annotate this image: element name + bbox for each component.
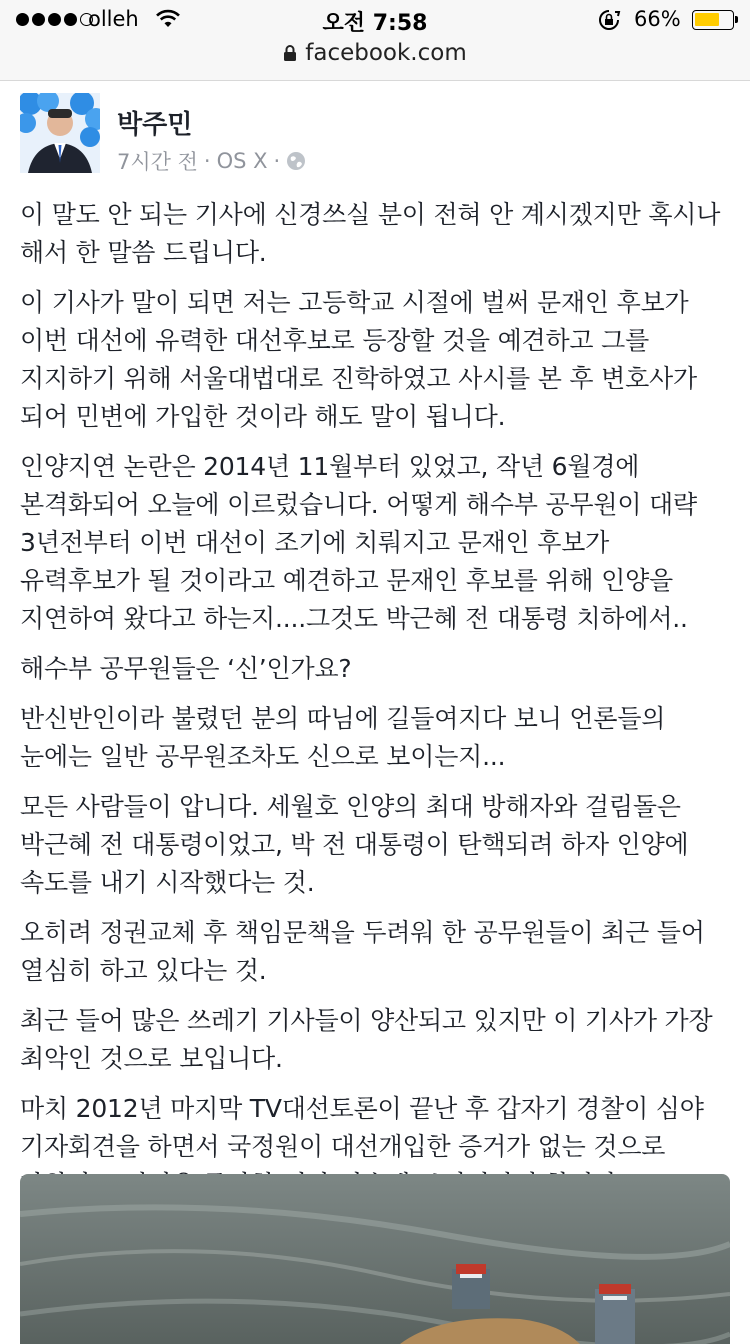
post-paragraph: 오히려 정권교체 후 책임문책을 두려워 한 공무원들이 최근 들어 열심히 하고 있다는 것. — [20, 918, 705, 985]
author-name[interactable]: 박주민 — [117, 110, 193, 140]
clock: 오전 7:58 — [322, 11, 428, 36]
post-device: OS X — [216, 149, 268, 173]
rotation-lock-icon — [596, 8, 622, 32]
browser-chrome — [0, 0, 750, 81]
globe-icon — [286, 151, 306, 171]
carrier-name: olleh — [88, 7, 139, 31]
post-paragraph: 마치 2012년 마지막 TV대선토론이 끝난 후 갑자기 경찰이 심야 기자회견을 하면서 국정원이 대선개입한 증거가 없는 것으로 — [20, 1094, 704, 1161]
post-paragraph: 이 기사가 말이 되면 저는 고등학교 시절에 벌써 문재인 후보가 이번 대선에 유력한 대선후보로 등장할 것을 예견하고 그를 지지하기 위해 서울대법대로 진학하였고 사시를 본 후 변호사가 되어 민변에 가입한 것이라 해도 말이 됩니다. — [20, 288, 697, 431]
meta-separator: · — [273, 149, 281, 173]
url-text: facebook.com — [305, 40, 467, 66]
post-body — [20, 196, 732, 1216]
post-paragraph: 해수부 공무원들은 ‘신’인가요? — [20, 654, 352, 683]
post-meta — [117, 146, 306, 176]
avatar[interactable] — [20, 93, 100, 173]
post-paragraph: 최근 들어 많은 쓰레기 기사들이 양산되고 있지만 이 기사가 가장 최악인 것으로 보입니다. — [20, 1006, 713, 1073]
post-paragraph: 반신반인이라 불렸던 분의 따님에 길들여지다 보니 언론들의 눈에는 일반 공무원조차도 신으로 보이는지... — [20, 704, 666, 771]
meta-separator: · — [203, 149, 211, 173]
lock-icon — [283, 44, 297, 62]
battery-percent: 66% — [634, 7, 681, 31]
ship-photo-icon — [20, 1174, 730, 1344]
post-paragraph: 이 말도 안 되는 기사에 신경쓰실 분이 전혀 안 계시겠지만 혹시나 해서 한 말씀 드립니다. — [20, 200, 721, 267]
address-bar[interactable] — [0, 40, 750, 72]
status-bar — [0, 0, 750, 40]
post-photo[interactable] — [20, 1174, 730, 1344]
profile-photo-icon — [20, 93, 100, 173]
post-paragraph: 인양지연 논란은 2014년 11월부터 있었고, 작년 6월경에 본격화되어 오늘에 이르렀습니다. 어떻게 해수부 공무원이 대략 3년전부터 이번 대선이 조기에 치뤄지고 문재인 후보가 유력후보가 될 것이라고 예견하고 문재인 후보를 위해 인양을 지연하여 왔다고 하는지....그것도 박근혜 전 대통령 치하에서.. — [20, 452, 697, 633]
post-time[interactable]: 7시간 전 — [117, 150, 198, 174]
battery-icon — [692, 10, 734, 30]
post-paragraph: 모든 사람들이 압니다. 세월호 인양의 최대 방해자와 걸림돌은 박근혜 전 대통령이었고, 박 전 대통령이 탄핵되려 하자 인양에 속도를 내기 시작했다는 것. — [20, 792, 689, 897]
